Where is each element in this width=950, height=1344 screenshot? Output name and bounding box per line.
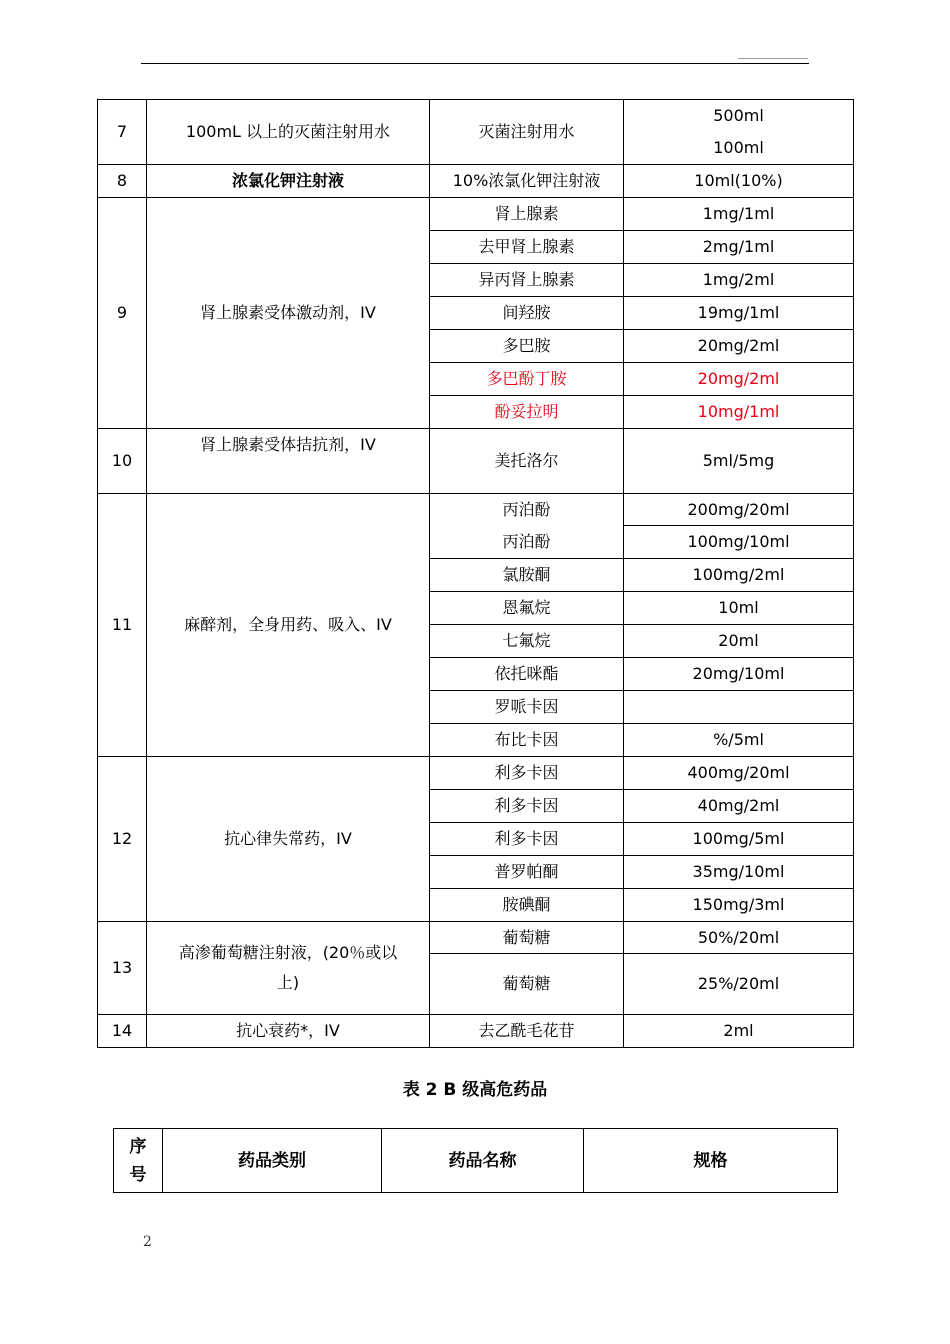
drug-spec: 400mg/20ml	[624, 757, 854, 790]
header-spec: 规格	[584, 1129, 838, 1193]
drug-spec: 35mg/10ml	[624, 856, 854, 889]
row-number: 7	[98, 100, 147, 165]
drug-name: 肾上腺素	[430, 198, 624, 231]
drug-spec: 10ml(10%)	[624, 165, 854, 198]
drug-spec: 20mg/2ml	[624, 363, 854, 396]
drug-category-text: 肾上腺素受体拮抗剂，IV	[200, 435, 376, 454]
drug-name: 罗哌卡因	[430, 691, 624, 724]
header-category: 药品类别	[163, 1129, 382, 1193]
drug-name: 利多卡因	[430, 790, 624, 823]
drug-spec	[624, 100, 854, 165]
drug-name: 多巴胺	[430, 330, 624, 363]
drug-name: 依托咪酯	[430, 658, 624, 691]
row-number: 14	[98, 1015, 147, 1048]
table-row	[98, 165, 854, 198]
drug-spec: 20mg/10ml	[624, 658, 854, 691]
drug-name: 异丙肾上腺素	[430, 264, 624, 297]
drug-name: 多巴酚丁胺	[430, 363, 624, 396]
drug-spec: 20mg/2ml	[624, 330, 854, 363]
drug-spec: 10ml	[624, 592, 854, 625]
drug-name: 胺碘酮	[430, 889, 624, 922]
spec-line: 500ml	[713, 106, 764, 125]
drug-spec: 5ml/5mg	[624, 429, 854, 494]
drug-spec: 40mg/2ml	[624, 790, 854, 823]
drug-spec: 20ml	[624, 625, 854, 658]
drug-name: 灭菌注射用水	[430, 100, 624, 165]
table-header-row	[114, 1129, 838, 1193]
drug-spec: 2ml	[624, 1015, 854, 1048]
drug-name: 葡萄糖	[430, 922, 624, 954]
drug-category-line: 高渗葡萄糖注射液，(20％或以	[178, 943, 398, 962]
b-level-drug-table	[113, 1128, 838, 1193]
drug-name: 七氟烷	[430, 625, 624, 658]
header-rule	[141, 63, 809, 64]
drug-category: 抗心律失常药，IV	[147, 757, 430, 922]
a-level-drug-table	[97, 99, 854, 1048]
drug-category: 麻醉剂，全身用药、吸入、IV	[147, 494, 430, 757]
header-number-line: 序	[129, 1136, 147, 1157]
drug-category	[147, 429, 430, 494]
drug-spec: 1mg/1ml	[624, 198, 854, 231]
drug-name: 利多卡因	[430, 757, 624, 790]
drug-category: 肾上腺素受体激动剂，IV	[147, 198, 430, 429]
header-mark	[738, 58, 808, 59]
drug-spec: 100mg/10ml	[624, 526, 854, 559]
page-number: 2	[143, 1234, 152, 1250]
drug-spec	[624, 691, 854, 724]
drug-name: 利多卡因	[430, 823, 624, 856]
drug-name: 美托洛尔	[430, 429, 624, 494]
table-row	[98, 757, 854, 790]
table-row	[98, 100, 854, 165]
drug-spec: %/5ml	[624, 724, 854, 757]
drug-name-line: 丙泊酚	[502, 532, 551, 551]
drug-name: 酚妥拉明	[430, 396, 624, 429]
drug-name: 恩氟烷	[430, 592, 624, 625]
drug-name: 普罗帕酮	[430, 856, 624, 889]
table-row	[98, 1015, 854, 1048]
drug-spec: 150mg/3ml	[624, 889, 854, 922]
table-row	[98, 922, 854, 954]
drug-spec: 19mg/1ml	[624, 297, 854, 330]
drug-spec: 25%/20ml	[624, 954, 854, 1015]
drug-name: 去乙酰毛花苷	[430, 1015, 624, 1048]
drug-name: 10%浓氯化钾注射液	[430, 165, 624, 198]
drug-spec: 50%/20ml	[624, 922, 854, 954]
table-row	[98, 429, 854, 494]
table-caption: 表 2 B 级高危药品	[402, 1080, 548, 1100]
drug-category: 浓氯化钾注射液	[147, 165, 430, 198]
header-number-line: 号	[129, 1164, 147, 1185]
drug-spec: 100mg/2ml	[624, 559, 854, 592]
row-number: 12	[98, 757, 147, 922]
drug-spec: 10mg/1ml	[624, 396, 854, 429]
row-number: 10	[98, 429, 147, 494]
row-number: 9	[98, 198, 147, 429]
drug-name-line: 丙泊酚	[502, 500, 551, 519]
drug-name: 去甲肾上腺素	[430, 231, 624, 264]
drug-spec: 200mg/20ml	[624, 494, 854, 526]
table-row	[98, 198, 854, 231]
drug-name: 间羟胺	[430, 297, 624, 330]
drug-spec: 100mg/5ml	[624, 823, 854, 856]
drug-category	[147, 922, 430, 1015]
table-row	[98, 494, 854, 526]
drug-name: 布比卡因	[430, 724, 624, 757]
header-number	[114, 1129, 163, 1193]
drug-name	[430, 494, 624, 559]
header-name: 药品名称	[382, 1129, 584, 1193]
row-number: 13	[98, 922, 147, 1015]
row-number: 8	[98, 165, 147, 198]
spec-line: 100ml	[713, 138, 764, 157]
row-number: 11	[98, 494, 147, 757]
drug-category-line: 上)	[276, 973, 300, 992]
drug-name: 氯胺酮	[430, 559, 624, 592]
drug-category: 100mL 以上的灭菌注射用水	[147, 100, 430, 165]
drug-spec: 2mg/1ml	[624, 231, 854, 264]
drug-category: 抗心衰药*，IV	[147, 1015, 430, 1048]
drug-name: 葡萄糖	[430, 954, 624, 1015]
drug-spec: 1mg/2ml	[624, 264, 854, 297]
